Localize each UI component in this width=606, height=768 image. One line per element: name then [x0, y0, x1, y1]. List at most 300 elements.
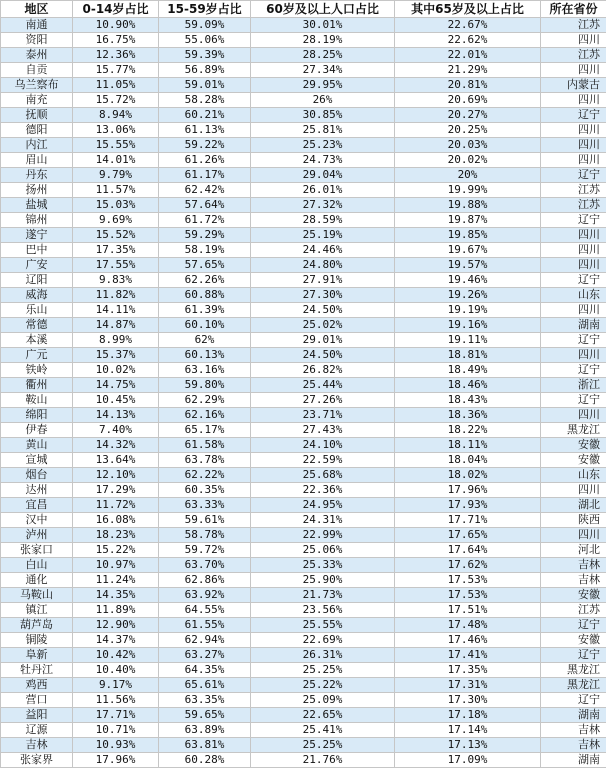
province-cell: 辽宁 — [541, 108, 606, 123]
table-row — [1, 693, 606, 708]
age-0-14-cell: 10.45% — [73, 393, 159, 408]
age-65-plus-cell: 22.67% — [395, 18, 541, 33]
region-cell: 遂宁 — [1, 228, 73, 243]
age-60-plus-cell: 29.01% — [251, 333, 395, 348]
province-cell: 安徽 — [541, 438, 606, 453]
table-row — [1, 423, 606, 438]
age-65-plus-cell: 20.03% — [395, 138, 541, 153]
province-cell: 江苏 — [541, 603, 606, 618]
header-age-15-59-share: 15-59岁占比 — [159, 1, 251, 18]
age-65-plus-cell: 17.41% — [395, 648, 541, 663]
age-65-plus-cell: 17.96% — [395, 483, 541, 498]
age-0-14-cell: 14.01% — [73, 153, 159, 168]
age-0-14-cell: 17.71% — [73, 708, 159, 723]
province-cell: 吉林 — [541, 723, 606, 738]
age-15-59-cell: 62% — [159, 333, 251, 348]
age-0-14-cell: 10.40% — [73, 663, 159, 678]
region-cell: 宣城 — [1, 453, 73, 468]
province-cell: 四川 — [541, 408, 606, 423]
province-cell: 辽宁 — [541, 273, 606, 288]
age-60-plus-cell: 27.91% — [251, 273, 395, 288]
age-60-plus-cell: 30.85% — [251, 108, 395, 123]
table-row — [1, 363, 606, 378]
age-15-59-cell: 63.33% — [159, 498, 251, 513]
age-60-plus-cell: 25.44% — [251, 378, 395, 393]
region-cell: 张家口 — [1, 543, 73, 558]
province-cell: 江苏 — [541, 198, 606, 213]
region-cell: 张家界 — [1, 753, 73, 768]
province-cell: 安徽 — [541, 633, 606, 648]
age-60-plus-cell: 21.73% — [251, 588, 395, 603]
age-0-14-cell: 10.90% — [73, 18, 159, 33]
age-60-plus-cell: 25.02% — [251, 318, 395, 333]
age-0-14-cell: 14.87% — [73, 318, 159, 333]
age-15-59-cell: 63.81% — [159, 738, 251, 753]
age-60-plus-cell: 27.34% — [251, 63, 395, 78]
age-15-59-cell: 62.26% — [159, 273, 251, 288]
table-row — [1, 708, 606, 723]
age-0-14-cell: 9.17% — [73, 678, 159, 693]
age-0-14-cell: 14.37% — [73, 633, 159, 648]
age-15-59-cell: 61.55% — [159, 618, 251, 633]
age-60-plus-cell: 26.82% — [251, 363, 395, 378]
table-row — [1, 618, 606, 633]
table-row — [1, 393, 606, 408]
region-cell: 通化 — [1, 573, 73, 588]
age-60-plus-cell: 26% — [251, 93, 395, 108]
province-cell: 河北 — [541, 543, 606, 558]
age-15-59-cell: 59.29% — [159, 228, 251, 243]
age-15-59-cell: 63.78% — [159, 453, 251, 468]
age-0-14-cell: 8.94% — [73, 108, 159, 123]
table-row — [1, 678, 606, 693]
age-65-plus-cell: 17.65% — [395, 528, 541, 543]
age-0-14-cell: 15.55% — [73, 138, 159, 153]
region-cell: 广安 — [1, 258, 73, 273]
age-65-plus-cell: 17.35% — [395, 663, 541, 678]
province-cell: 四川 — [541, 483, 606, 498]
province-cell: 四川 — [541, 258, 606, 273]
province-cell: 山东 — [541, 288, 606, 303]
age-65-plus-cell: 22.01% — [395, 48, 541, 63]
age-0-14-cell: 11.57% — [73, 183, 159, 198]
age-60-plus-cell: 27.32% — [251, 198, 395, 213]
age-60-plus-cell: 25.06% — [251, 543, 395, 558]
age-60-plus-cell: 24.50% — [251, 348, 395, 363]
province-cell: 四川 — [541, 243, 606, 258]
province-cell: 四川 — [541, 528, 606, 543]
region-cell: 自贡 — [1, 63, 73, 78]
region-cell: 葫芦岛 — [1, 618, 73, 633]
age-60-plus-cell: 23.71% — [251, 408, 395, 423]
age-60-plus-cell: 27.43% — [251, 423, 395, 438]
age-15-59-cell: 65.61% — [159, 678, 251, 693]
age-65-plus-cell: 19.85% — [395, 228, 541, 243]
age-60-plus-cell: 25.33% — [251, 558, 395, 573]
age-0-14-cell: 11.89% — [73, 603, 159, 618]
province-cell: 辽宁 — [541, 648, 606, 663]
age-60-plus-cell: 29.04% — [251, 168, 395, 183]
age-65-plus-cell: 19.67% — [395, 243, 541, 258]
age-60-plus-cell: 24.31% — [251, 513, 395, 528]
region-cell: 益阳 — [1, 708, 73, 723]
age-65-plus-cell: 18.49% — [395, 363, 541, 378]
table-row — [1, 468, 606, 483]
age-60-plus-cell: 27.30% — [251, 288, 395, 303]
province-cell: 辽宁 — [541, 693, 606, 708]
age-60-plus-cell: 25.25% — [251, 738, 395, 753]
region-cell: 铜陵 — [1, 633, 73, 648]
province-cell: 浙江 — [541, 378, 606, 393]
age-0-14-cell: 11.56% — [73, 693, 159, 708]
table-row — [1, 288, 606, 303]
age-0-14-cell: 10.02% — [73, 363, 159, 378]
age-15-59-cell: 62.86% — [159, 573, 251, 588]
province-cell: 山东 — [541, 468, 606, 483]
age-15-59-cell: 65.17% — [159, 423, 251, 438]
province-cell: 江苏 — [541, 18, 606, 33]
region-cell: 南通 — [1, 18, 73, 33]
table-row — [1, 498, 606, 513]
age-15-59-cell: 60.35% — [159, 483, 251, 498]
age-15-59-cell: 61.58% — [159, 438, 251, 453]
age-65-plus-cell: 18.43% — [395, 393, 541, 408]
region-cell: 泸州 — [1, 528, 73, 543]
table-row — [1, 648, 606, 663]
region-cell: 吉林 — [1, 738, 73, 753]
age-0-14-cell: 11.72% — [73, 498, 159, 513]
table-row — [1, 438, 606, 453]
age-15-59-cell: 59.80% — [159, 378, 251, 393]
province-cell: 安徽 — [541, 453, 606, 468]
province-cell: 吉林 — [541, 558, 606, 573]
age-65-plus-cell: 19.19% — [395, 303, 541, 318]
region-cell: 营口 — [1, 693, 73, 708]
age-15-59-cell: 61.39% — [159, 303, 251, 318]
age-0-14-cell: 14.11% — [73, 303, 159, 318]
age-0-14-cell: 7.40% — [73, 423, 159, 438]
province-cell: 辽宁 — [541, 618, 606, 633]
age-60-plus-cell: 25.68% — [251, 468, 395, 483]
province-cell: 黑龙江 — [541, 678, 606, 693]
age-65-plus-cell: 17.62% — [395, 558, 541, 573]
age-0-14-cell: 9.69% — [73, 213, 159, 228]
age-0-14-cell: 9.83% — [73, 273, 159, 288]
age-0-14-cell: 17.55% — [73, 258, 159, 273]
region-cell: 南充 — [1, 93, 73, 108]
table-row — [1, 603, 606, 618]
table-row — [1, 123, 606, 138]
age-15-59-cell: 63.27% — [159, 648, 251, 663]
age-65-plus-cell: 17.31% — [395, 678, 541, 693]
region-cell: 牡丹江 — [1, 663, 73, 678]
age-15-59-cell: 59.72% — [159, 543, 251, 558]
region-cell: 镇江 — [1, 603, 73, 618]
age-65-plus-cell: 17.30% — [395, 693, 541, 708]
age-65-plus-cell: 19.46% — [395, 273, 541, 288]
age-0-14-cell: 17.29% — [73, 483, 159, 498]
age-0-14-cell: 14.35% — [73, 588, 159, 603]
age-0-14-cell: 14.32% — [73, 438, 159, 453]
age-15-59-cell: 60.88% — [159, 288, 251, 303]
table-row — [1, 543, 606, 558]
age-15-59-cell: 61.13% — [159, 123, 251, 138]
province-cell: 辽宁 — [541, 333, 606, 348]
province-cell: 四川 — [541, 228, 606, 243]
province-cell: 辽宁 — [541, 213, 606, 228]
age-65-plus-cell: 19.16% — [395, 318, 541, 333]
region-cell: 宜昌 — [1, 498, 73, 513]
header-region: 地区 — [1, 1, 73, 18]
province-cell: 陕西 — [541, 513, 606, 528]
province-cell: 湖南 — [541, 753, 606, 768]
age-65-plus-cell: 20% — [395, 168, 541, 183]
age-15-59-cell: 63.35% — [159, 693, 251, 708]
age-65-plus-cell: 17.13% — [395, 738, 541, 753]
age-15-59-cell: 63.70% — [159, 558, 251, 573]
age-65-plus-cell: 21.29% — [395, 63, 541, 78]
province-cell: 四川 — [541, 348, 606, 363]
age-0-14-cell: 8.99% — [73, 333, 159, 348]
table-row — [1, 588, 606, 603]
age-15-59-cell: 59.65% — [159, 708, 251, 723]
age-60-plus-cell: 25.23% — [251, 138, 395, 153]
age-15-59-cell: 61.72% — [159, 213, 251, 228]
age-60-plus-cell: 25.55% — [251, 618, 395, 633]
age-60-plus-cell: 22.99% — [251, 528, 395, 543]
age-60-plus-cell: 25.41% — [251, 723, 395, 738]
age-0-14-cell: 13.64% — [73, 453, 159, 468]
age-60-plus-cell: 25.19% — [251, 228, 395, 243]
age-60-plus-cell: 24.73% — [251, 153, 395, 168]
age-15-59-cell: 56.89% — [159, 63, 251, 78]
province-cell: 湖北 — [541, 498, 606, 513]
region-cell: 巴中 — [1, 243, 73, 258]
table-row — [1, 18, 606, 33]
age-0-14-cell: 15.52% — [73, 228, 159, 243]
region-cell: 鸡西 — [1, 678, 73, 693]
table-row — [1, 48, 606, 63]
age-65-plus-cell: 17.51% — [395, 603, 541, 618]
region-cell: 绵阳 — [1, 408, 73, 423]
age-65-plus-cell: 17.71% — [395, 513, 541, 528]
region-cell: 白山 — [1, 558, 73, 573]
table-row — [1, 663, 606, 678]
table-row — [1, 318, 606, 333]
age-0-14-cell: 10.71% — [73, 723, 159, 738]
table-row — [1, 258, 606, 273]
table-row — [1, 348, 606, 363]
region-cell: 黄山 — [1, 438, 73, 453]
age-0-14-cell: 12.10% — [73, 468, 159, 483]
province-cell: 湖南 — [541, 318, 606, 333]
age-65-plus-cell: 17.48% — [395, 618, 541, 633]
region-cell: 抚顺 — [1, 108, 73, 123]
age-60-plus-cell: 29.95% — [251, 78, 395, 93]
age-65-plus-cell: 20.69% — [395, 93, 541, 108]
table-row — [1, 138, 606, 153]
age-65-plus-cell: 20.02% — [395, 153, 541, 168]
region-cell: 达州 — [1, 483, 73, 498]
province-cell: 江苏 — [541, 183, 606, 198]
age-65-plus-cell: 17.53% — [395, 588, 541, 603]
age-0-14-cell: 12.90% — [73, 618, 159, 633]
table-row — [1, 33, 606, 48]
age-0-14-cell: 15.77% — [73, 63, 159, 78]
age-15-59-cell: 57.64% — [159, 198, 251, 213]
age-60-plus-cell: 23.56% — [251, 603, 395, 618]
age-60-plus-cell: 24.95% — [251, 498, 395, 513]
table-row — [1, 108, 606, 123]
table-row — [1, 558, 606, 573]
age-65-plus-cell: 18.22% — [395, 423, 541, 438]
table-row — [1, 273, 606, 288]
age-15-59-cell: 57.65% — [159, 258, 251, 273]
province-cell: 黑龙江 — [541, 663, 606, 678]
age-65-plus-cell: 18.46% — [395, 378, 541, 393]
age-0-14-cell: 13.06% — [73, 123, 159, 138]
region-cell: 衢州 — [1, 378, 73, 393]
province-cell: 四川 — [541, 303, 606, 318]
region-cell: 眉山 — [1, 153, 73, 168]
province-cell: 吉林 — [541, 738, 606, 753]
region-cell: 内江 — [1, 138, 73, 153]
age-0-14-cell: 17.96% — [73, 753, 159, 768]
table-row — [1, 243, 606, 258]
age-15-59-cell: 62.94% — [159, 633, 251, 648]
age-15-59-cell: 62.29% — [159, 393, 251, 408]
table-row — [1, 63, 606, 78]
region-cell: 辽阳 — [1, 273, 73, 288]
age-0-14-cell: 10.93% — [73, 738, 159, 753]
region-cell: 铁岭 — [1, 363, 73, 378]
age-0-14-cell: 11.24% — [73, 573, 159, 588]
age-0-14-cell: 10.97% — [73, 558, 159, 573]
region-cell: 伊春 — [1, 423, 73, 438]
age-60-plus-cell: 24.50% — [251, 303, 395, 318]
province-cell: 四川 — [541, 123, 606, 138]
header-age-60-plus-share: 60岁及以上人口占比 — [251, 1, 395, 18]
age-15-59-cell: 59.39% — [159, 48, 251, 63]
age-0-14-cell: 11.05% — [73, 78, 159, 93]
age-60-plus-cell: 24.46% — [251, 243, 395, 258]
province-cell: 辽宁 — [541, 363, 606, 378]
age-60-plus-cell: 30.01% — [251, 18, 395, 33]
age-0-14-cell: 14.13% — [73, 408, 159, 423]
age-60-plus-cell: 25.81% — [251, 123, 395, 138]
age-60-plus-cell: 26.01% — [251, 183, 395, 198]
age-65-plus-cell: 20.81% — [395, 78, 541, 93]
age-15-59-cell: 58.28% — [159, 93, 251, 108]
age-60-plus-cell: 25.22% — [251, 678, 395, 693]
table-row — [1, 168, 606, 183]
table-body — [1, 18, 606, 768]
age-15-59-cell: 64.35% — [159, 663, 251, 678]
age-15-59-cell: 55.06% — [159, 33, 251, 48]
age-60-plus-cell: 26.31% — [251, 648, 395, 663]
age-60-plus-cell: 25.09% — [251, 693, 395, 708]
age-65-plus-cell: 17.14% — [395, 723, 541, 738]
table-row — [1, 213, 606, 228]
header-age-0-14-share: 0-14岁占比 — [73, 1, 159, 18]
table-row — [1, 183, 606, 198]
age-0-14-cell: 14.75% — [73, 378, 159, 393]
table-row — [1, 753, 606, 768]
table-row — [1, 453, 606, 468]
age-65-plus-cell: 19.88% — [395, 198, 541, 213]
age-60-plus-cell: 27.26% — [251, 393, 395, 408]
age-65-plus-cell: 17.09% — [395, 753, 541, 768]
table-row — [1, 528, 606, 543]
age-15-59-cell: 60.10% — [159, 318, 251, 333]
age-15-59-cell: 64.55% — [159, 603, 251, 618]
age-0-14-cell: 10.42% — [73, 648, 159, 663]
age-15-59-cell: 60.13% — [159, 348, 251, 363]
region-cell: 鞍山 — [1, 393, 73, 408]
province-cell: 吉林 — [541, 573, 606, 588]
age-0-14-cell: 16.08% — [73, 513, 159, 528]
age-15-59-cell: 63.16% — [159, 363, 251, 378]
age-60-plus-cell: 25.25% — [251, 663, 395, 678]
table-row — [1, 93, 606, 108]
age-65-plus-cell: 19.99% — [395, 183, 541, 198]
region-cell: 常德 — [1, 318, 73, 333]
table-row — [1, 483, 606, 498]
province-cell: 辽宁 — [541, 168, 606, 183]
age-0-14-cell: 17.35% — [73, 243, 159, 258]
age-65-plus-cell: 17.18% — [395, 708, 541, 723]
age-15-59-cell: 60.21% — [159, 108, 251, 123]
province-cell: 湖南 — [541, 708, 606, 723]
region-cell: 盐城 — [1, 198, 73, 213]
age-65-plus-cell: 18.04% — [395, 453, 541, 468]
province-cell: 四川 — [541, 33, 606, 48]
age-15-59-cell: 58.78% — [159, 528, 251, 543]
table-row — [1, 228, 606, 243]
region-cell: 本溪 — [1, 333, 73, 348]
age-15-59-cell: 58.19% — [159, 243, 251, 258]
region-cell: 广元 — [1, 348, 73, 363]
age-60-plus-cell: 28.59% — [251, 213, 395, 228]
province-cell: 安徽 — [541, 588, 606, 603]
region-cell: 泰州 — [1, 48, 73, 63]
region-cell: 丹东 — [1, 168, 73, 183]
age-0-14-cell: 15.03% — [73, 198, 159, 213]
age-60-plus-cell: 25.90% — [251, 573, 395, 588]
region-cell: 乐山 — [1, 303, 73, 318]
table-row — [1, 333, 606, 348]
age-60-plus-cell: 22.59% — [251, 453, 395, 468]
age-15-59-cell: 59.09% — [159, 18, 251, 33]
age-65-plus-cell: 19.57% — [395, 258, 541, 273]
age-65-plus-cell: 18.11% — [395, 438, 541, 453]
age-0-14-cell: 15.72% — [73, 93, 159, 108]
age-65-plus-cell: 17.46% — [395, 633, 541, 648]
age-65-plus-cell: 19.87% — [395, 213, 541, 228]
age-15-59-cell: 62.42% — [159, 183, 251, 198]
table-row — [1, 198, 606, 213]
age-65-plus-cell: 20.27% — [395, 108, 541, 123]
province-cell: 黑龙江 — [541, 423, 606, 438]
age-60-plus-cell: 24.80% — [251, 258, 395, 273]
age-60-plus-cell: 28.19% — [251, 33, 395, 48]
region-cell: 威海 — [1, 288, 73, 303]
header-age-65-plus-share: 其中65岁及以上占比 — [395, 1, 541, 18]
province-cell: 内蒙古 — [541, 78, 606, 93]
age-0-14-cell: 12.36% — [73, 48, 159, 63]
age-60-plus-cell: 24.10% — [251, 438, 395, 453]
age-0-14-cell: 18.23% — [73, 528, 159, 543]
